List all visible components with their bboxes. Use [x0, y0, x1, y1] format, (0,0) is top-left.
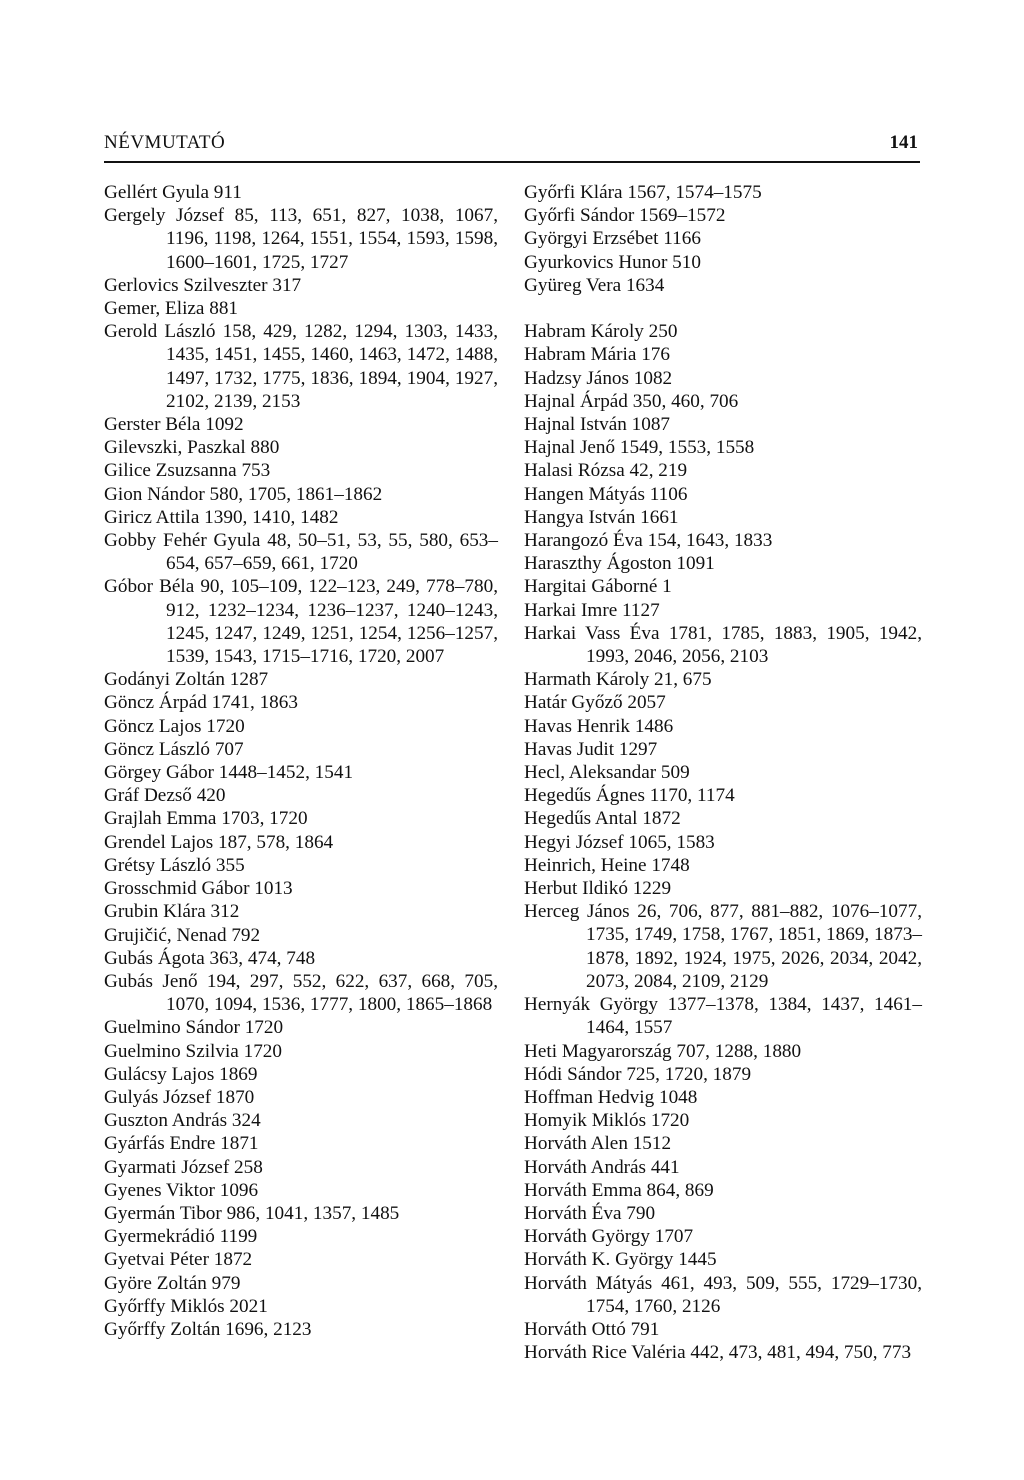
index-entry: Győrffy Miklós 2021 [104, 1295, 268, 1317]
index-entry: Grubin Klára 312 [104, 901, 240, 923]
index-entry: Gyetvai Péter 1872 [104, 1249, 253, 1271]
index-entry: Görgey Gábor 1448–1452, 1541 [104, 762, 354, 784]
index-entry: Havas Judit 1297 [524, 738, 658, 760]
index-entry: Gyermekrádió 1199 [104, 1226, 258, 1248]
index-entry: Hajnal István 1087 [524, 414, 671, 436]
index-entry: Hódi Sándor 725, 1720, 1879 [524, 1063, 752, 1085]
index-entry: Góbor Béla 90, 105–109, 122–123, 249, 778–780, 912, 1232–1234, 1236–1237, 1240–1243, 1245, 1247, 1249, 1251, 1254, 1256–1257, 1539, 1543, 1715–1716, 1720, 2007 [104, 576, 498, 668]
index-entry: Gubás Ágota 363, 474, 748 [104, 947, 316, 969]
index-entry: Hangen Mátyás 1106 [524, 483, 688, 505]
index-entry: Gráf Dezső 420 [104, 785, 226, 807]
index-entry: Havas Henrik 1486 [524, 715, 674, 737]
index-entry: Göncz Lajos 1720 [104, 715, 245, 737]
page-number: 141 [889, 132, 918, 153]
index-entry: Horváth Mátyás 461, 493, 509, 555, 1729–1730, 1754, 1760, 2126 [524, 1272, 922, 1317]
index-entry: Hecl, Aleksandar 509 [524, 762, 690, 784]
index-entry: Horváth Rice Valéria 442, 473, 481, 494, 750, 773 [524, 1342, 912, 1364]
index-entry: Harangozó Éva 154, 1643, 1833 [524, 530, 773, 552]
index-entry: Győrffy Zoltán 1696, 2123 [104, 1318, 312, 1340]
index-entry: Györe Zoltán 979 [104, 1272, 241, 1294]
index-entry: Gyurkovics Hunor 510 [524, 251, 701, 273]
index-entry: Gilice Zsuzsanna 753 [104, 460, 271, 482]
index-entry: Gyenes Viktor 1096 [104, 1179, 259, 1201]
index-entry: Harmath Károly 21, 675 [524, 669, 712, 691]
index-column-left [104, 181, 498, 1341]
index-entry: Gyárfás Endre 1871 [104, 1133, 259, 1155]
index-entry: Göncz László 707 [104, 738, 244, 760]
index-entry: Horváth K. György 1445 [524, 1249, 717, 1271]
index-entry: Hegyi József 1065, 1583 [524, 831, 715, 853]
index-entry: Herbut Ildikó 1229 [524, 878, 672, 900]
index-entry: Heinrich, Heine 1748 [524, 854, 690, 876]
index-entry: Hajnal Árpád 350, 460, 706 [524, 390, 739, 412]
index-entry: Hernyák György 1377–1378, 1384, 1437, 1461–1464, 1557 [524, 994, 922, 1039]
index-entry: Grosschmid Gábor 1013 [104, 878, 293, 900]
index-entry: Harkai Imre 1127 [524, 599, 660, 621]
index-entry: Hadzsy János 1082 [524, 367, 673, 389]
index-entry: Gerlovics Szilveszter 317 [104, 274, 302, 296]
index-entry: Harkai Vass Éva 1781, 1785, 1883, 1905, 1942, 1993, 2046, 2056, 2103 [524, 622, 922, 668]
index-entry: Horváth Ottó 791 [524, 1318, 660, 1340]
index-entry: Győrfi Klára 1567, 1574–1575 [524, 182, 762, 203]
index-entry: Gergely József 85, 113, 651, 827, 1038, 1067, 1196, 1198, 1264, 1551, 1554, 1593, 1598, 1600–1601, 1725, 1727 [104, 205, 498, 273]
index-entry: Göncz Árpád 1741, 1863 [104, 692, 298, 714]
index-entry: Gemer, Eliza 881 [104, 298, 239, 320]
index-entry: Homyik Miklós 1720 [524, 1110, 690, 1132]
page-header [104, 132, 920, 162]
index-entry: Gulácsy Lajos 1869 [104, 1063, 258, 1085]
index-entry: Grétsy László 355 [104, 854, 245, 876]
index-entry: Grujičić, Nenad 792 [104, 924, 261, 946]
index-entry: Györgyi Erzsébet 1166 [524, 228, 701, 250]
index-entry: Guelmino Szilvia 1720 [104, 1040, 282, 1062]
index-entry: Godányi Zoltán 1287 [104, 669, 269, 691]
index-entry: Guelmino Sándor 1720 [104, 1017, 284, 1039]
index-entry: Határ Győző 2057 [524, 692, 666, 714]
index-entry: Horváth György 1707 [524, 1226, 694, 1248]
index-entry: Habram Mária 176 [524, 344, 670, 366]
index-entry: Herceg János 26, 706, 877, 881–882, 1076–1077, 1735, 1749, 1758, 1767, 1851, 1869, 1873–1878, 1892, 1924, 1975, 2026, 2034, 2042, 2073, 2084, 2109, 2129 [524, 901, 922, 992]
index-entry: Horváth Emma 864, 869 [524, 1179, 714, 1201]
index-entry: Halasi Rózsa 42, 219 [524, 460, 688, 482]
index-entry: Gyüreg Vera 1634 [524, 274, 665, 296]
index-entry: Haraszthy Ágoston 1091 [524, 553, 715, 575]
index-entry: Győrfi Sándor 1569–1572 [524, 205, 726, 227]
index-entry: Hegedűs Ágnes 1170, 1174 [524, 785, 735, 807]
header-rule [104, 161, 920, 163]
index-entry: Gion Nándor 580, 1705, 1861–1862 [104, 483, 383, 505]
index-entry: Gerold László 158, 429, 1282, 1294, 1303, 1433, 1435, 1451, 1455, 1460, 1463, 1472, 1488, 1497, 1732, 1775, 1836, 1894, 1904, 1927, 2102, 2139, 2153 [104, 321, 498, 412]
index-entry: Grendel Lajos 187, 578, 1864 [104, 831, 334, 853]
index-column-right [524, 181, 922, 1364]
index-entry: Hajnal Jenő 1549, 1553, 1558 [524, 437, 755, 459]
running-title: NÉVMUTATÓ [104, 132, 226, 153]
index-entry: Hargitai Gáborné 1 [524, 576, 672, 598]
index-entry: Horváth András 441 [524, 1156, 680, 1178]
index-entry: Hangya István 1661 [524, 506, 679, 528]
index-entry: Giricz Attila 1390, 1410, 1482 [104, 506, 339, 528]
index-entry: Gulyás József 1870 [104, 1086, 255, 1108]
index-entry: Heti Magyarország 707, 1288, 1880 [524, 1040, 802, 1062]
index-entry: Grajlah Emma 1703, 1720 [104, 808, 308, 830]
index-entry: Gerster Béla 1092 [104, 414, 244, 436]
index-entry: Gellért Gyula 911 [104, 182, 242, 203]
index-entry: Guszton András 324 [104, 1110, 261, 1132]
index-entry: Habram Károly 250 [524, 321, 678, 343]
index-entry: Gyermán Tibor 986, 1041, 1357, 1485 [104, 1202, 400, 1224]
index-entry: Hoffman Hedvig 1048 [524, 1086, 698, 1108]
index-entry: Gubás Jenő 194, 297, 552, 622, 637, 668, 705, 1070, 1094, 1536, 1777, 1800, 1865–1868 [104, 970, 498, 1016]
index-entry: Horváth Alen 1512 [524, 1133, 672, 1155]
index-entry: Gyarmati József 258 [104, 1156, 263, 1178]
index-entry: Horváth Éva 790 [524, 1202, 656, 1224]
index-entry: Gobby Fehér Gyula 48, 50–51, 53, 55, 580, 653–654, 657–659, 661, 1720 [104, 530, 498, 575]
index-entry: Hegedűs Antal 1872 [524, 808, 681, 830]
index-entry: Gilevszki, Paszkal 880 [104, 437, 280, 459]
letter-section-gap [524, 297, 922, 320]
